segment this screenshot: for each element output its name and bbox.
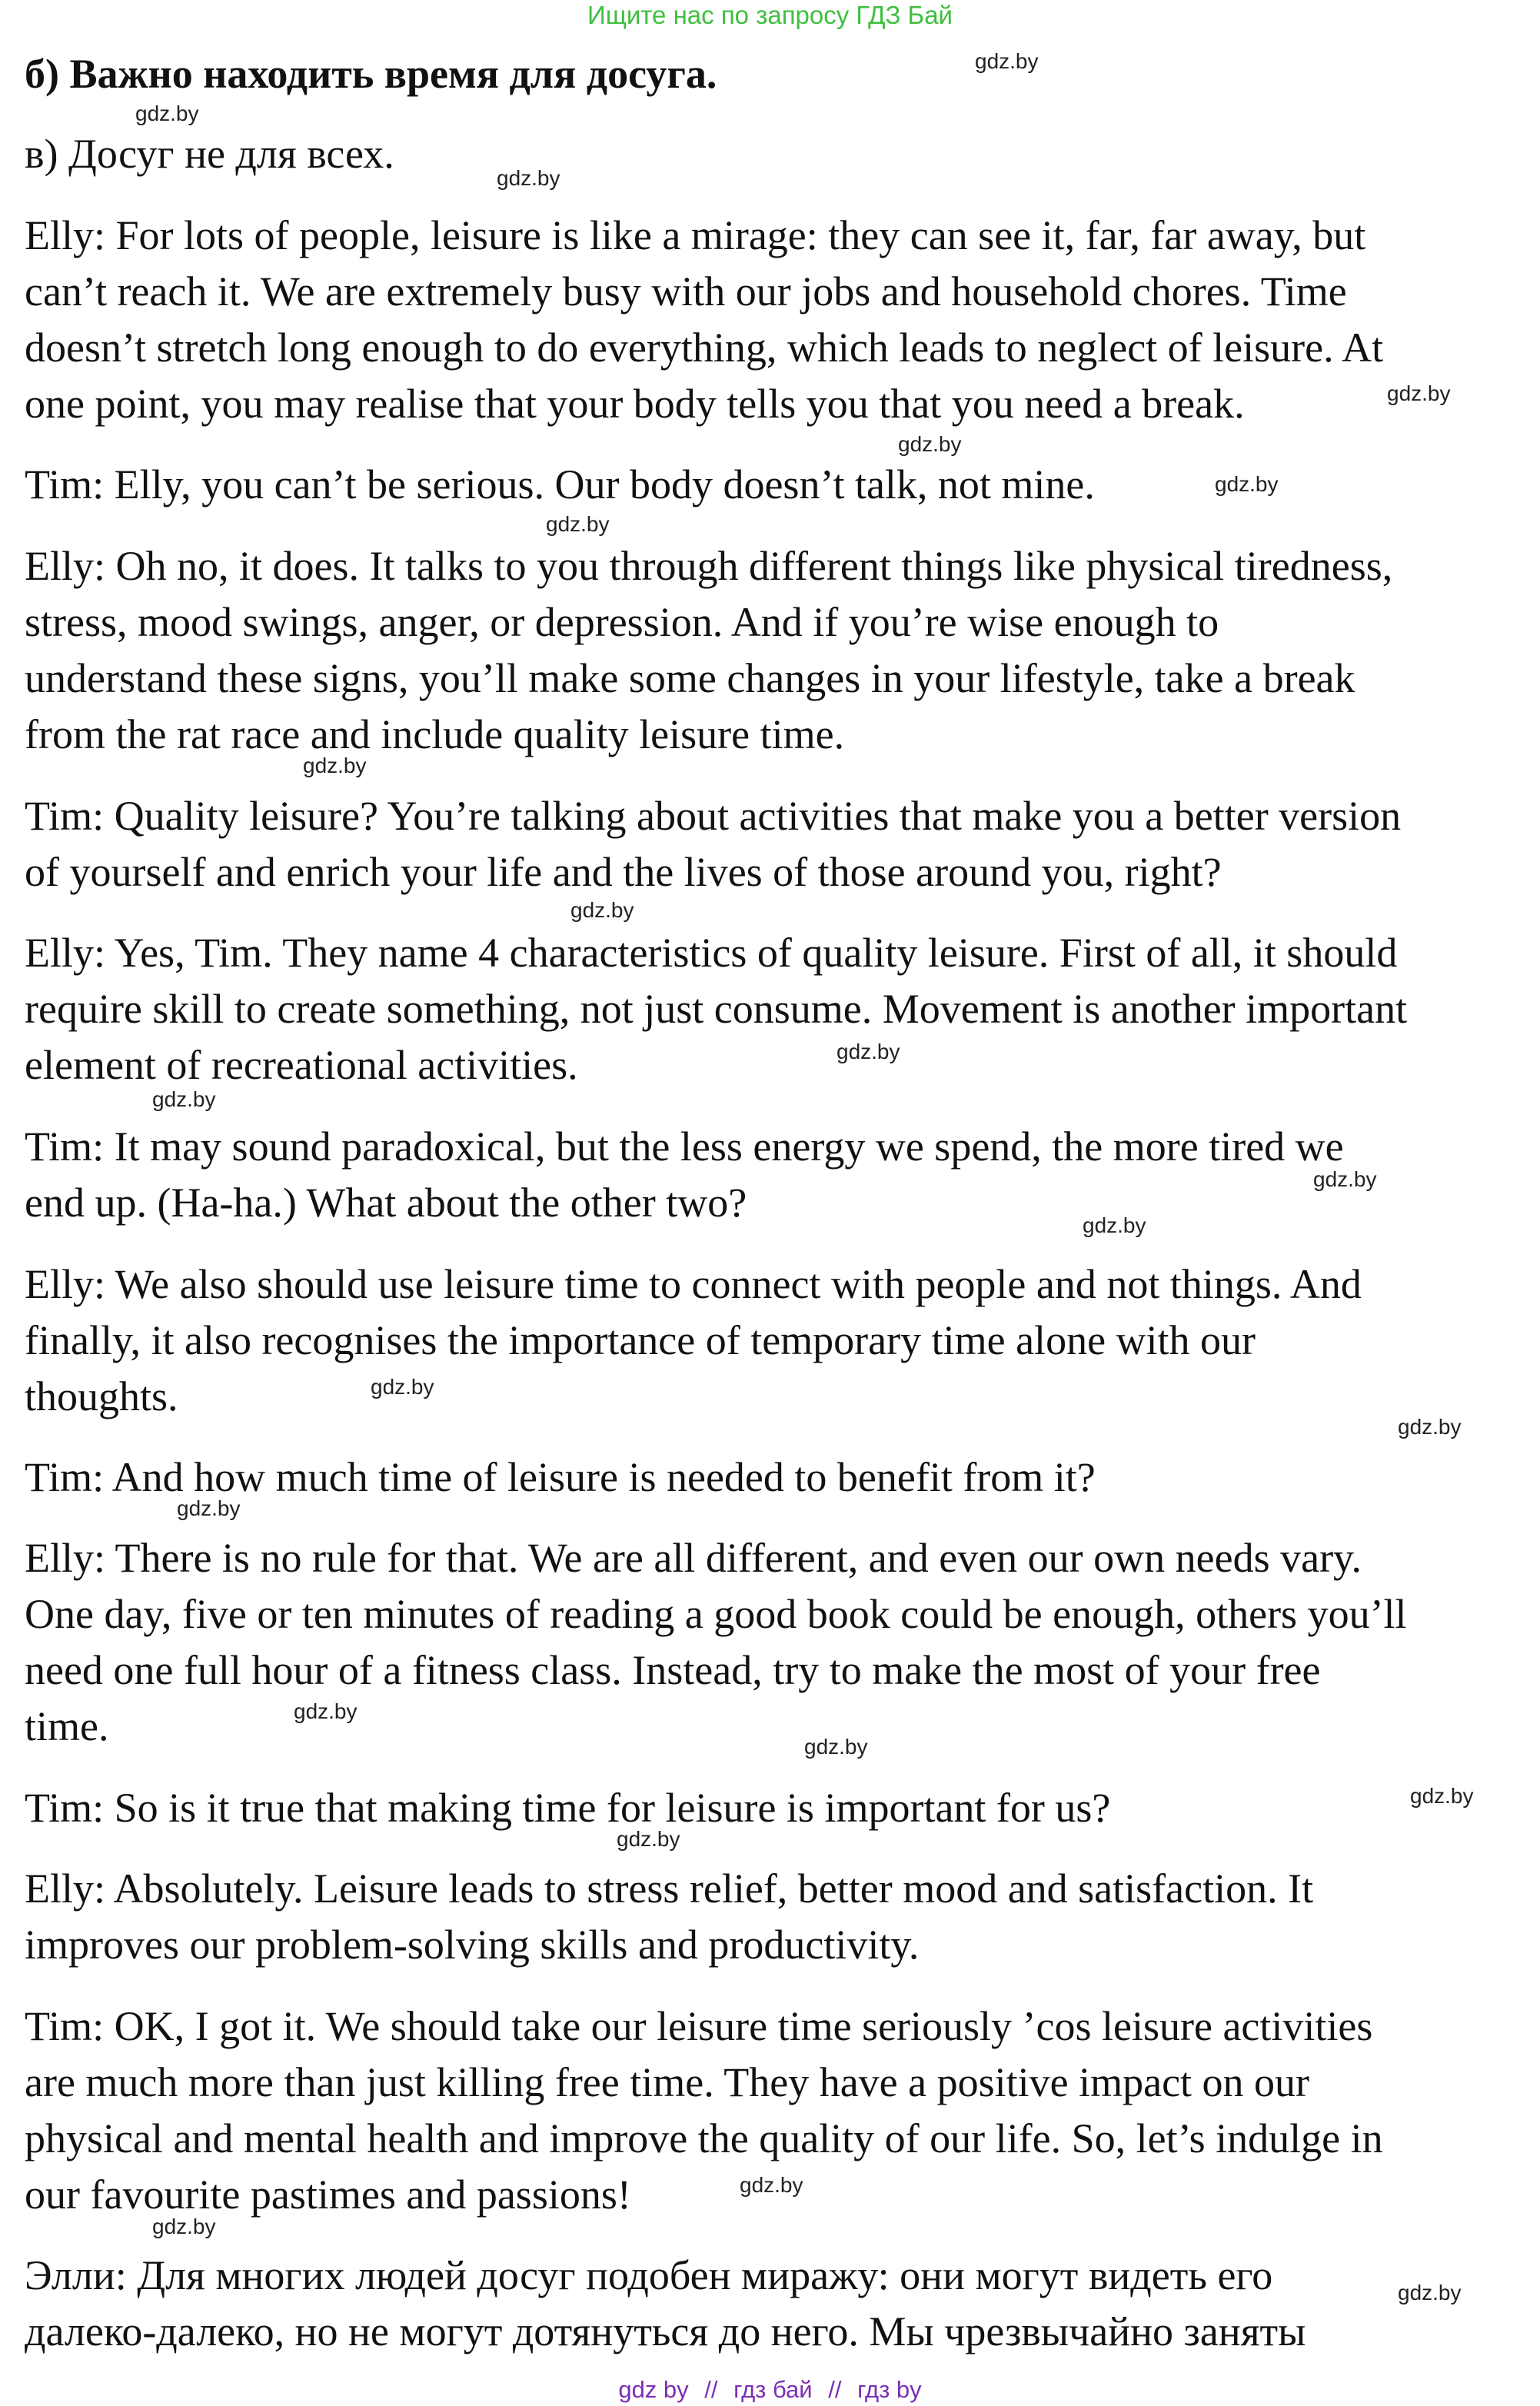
dialogue-line: our favourite pastimes and passions! [25, 2171, 631, 2218]
watermark: gdz.by [152, 2215, 216, 2238]
heading-b: б) Важно находить время для досуга. [25, 51, 717, 97]
dialogue-line: thoughts. [25, 1373, 178, 1419]
dialogue-line: Tim: It may sound paradoxical, but the less energy we spend, the more tired we [25, 1123, 1344, 1170]
dialogue-line: Elly: There is no rule for that. We are all different, and even our own needs vary. [25, 1535, 1362, 1581]
watermark: gdz.by [371, 1375, 434, 1399]
footer-separator: // [704, 2376, 718, 2403]
footer-links [0, 2374, 1540, 2405]
dialogue-line: improves our problem-solving skills and productivity. [25, 1922, 920, 1968]
watermark: gdz.by [570, 898, 634, 922]
dialogue-line: end up. (Ha-ha.) What about the other two? [25, 1180, 747, 1226]
dialogue-line: need one full hour of a fitness class. Instead, try to make the most of your free [25, 1647, 1321, 1693]
watermark: gdz.by [294, 1699, 358, 1723]
dialogue-line: Tim: OK, I got it. We should take our leisure time seriously ’cos leisure activities [25, 2003, 1373, 2049]
watermark: gdz.by [975, 49, 1039, 73]
watermark: gdz.by [898, 432, 962, 456]
footer-link-gdz-by-ru[interactable]: гдз by [857, 2376, 922, 2403]
watermark: gdz.by [1215, 472, 1279, 496]
dialogue-line: Элли: Для многих людей досуг подобен миражу: они могут видеть его [25, 2252, 1273, 2298]
dialogue-line: Tim: And how much time of leisure is needed to benefit from it? [25, 1454, 1096, 1500]
dialogue-line: element of recreational activities. [25, 1042, 578, 1088]
dialogue-line: can’t reach it. We are extremely busy with our jobs and household chores. Time [25, 268, 1347, 314]
dialogue-line: finally, it also recognises the importance of temporary time alone with our [25, 1317, 1256, 1363]
watermark: gdz.by [1083, 1213, 1146, 1237]
dialogue-line: require skill to create something, not just consume. Movement is another important [25, 986, 1408, 1032]
dialogue-line: Tim: Elly, you can’t be serious. Our body doesn’t talk, not mine. [25, 461, 1095, 507]
footer-separator: // [828, 2376, 842, 2403]
watermark: gdz.by [617, 1827, 680, 1851]
dialogue-line: doesn’t stretch long enough to do everything, which leads to neglect of leisure. At [25, 324, 1384, 371]
dialogue-line: physical and mental health and improve the quality of our life. So, let’s indulge in [25, 2115, 1383, 2161]
watermark: gdz.by [837, 1040, 900, 1063]
dialogue-line: Elly: Absolutely. Leisure leads to stress relief, better mood and satisfaction. It [25, 1865, 1314, 1912]
dialogue-line: One day, five or ten minutes of reading a good book could be enough, others you’ll [25, 1591, 1407, 1637]
dialogue-line: далеко-далеко, но не могут дотянуться до него. Мы чрезвычайно заняты [25, 2308, 1306, 2354]
watermark: gdz.by [303, 754, 367, 777]
top-search-link[interactable]: Ищите нас по запросу ГДЗ Бай [587, 1, 953, 29]
watermark: gdz.by [804, 1735, 868, 1759]
watermark: gdz.by [1387, 381, 1451, 405]
dialogue-line: Tim: Quality leisure? You’re talking about activities that make you a better version [25, 793, 1402, 839]
dialogue-line: Elly: We also should use leisure time to connect with people and not things. And [25, 1261, 1362, 1307]
dialogue-line: stress, mood swings, anger, or depression. And if you’re wise enough to [25, 599, 1219, 645]
watermark: gdz.by [740, 2173, 803, 2197]
dialogue-line: time. [25, 1703, 109, 1749]
watermark: gdz.by [152, 1087, 216, 1111]
footer-link-gdz-by[interactable]: gdz by [618, 2376, 689, 2403]
dialogue-line: of yourself and enrich your life and the lives of those around you, right? [25, 849, 1222, 895]
dialogue-line: Elly: Oh no, it does. It talks to you through different things like physical tiredness, [25, 543, 1393, 589]
watermark: gdz.by [135, 101, 199, 125]
footer-link-gdz-bai[interactable]: гдз бай [733, 2376, 813, 2403]
watermark: gdz.by [1313, 1167, 1377, 1191]
dialogue-line: Elly: For lots of people, leisure is like a mirage: they can see it, far, far away, but [25, 212, 1366, 258]
heading-v: в) Досуг не для всех. [25, 131, 394, 177]
dialogue-line: one point, you may realise that your body tells you that you need a break. [25, 381, 1245, 427]
dialogue-line: are much more than just killing free time. They have a positive impact on our [25, 2059, 1310, 2105]
dialogue-line: Tim: So is it true that making time for leisure is important for us? [25, 1785, 1111, 1831]
watermark: gdz.by [1398, 2281, 1462, 2305]
watermark: gdz.by [1398, 1415, 1462, 1439]
dialogue-line: Elly: Yes, Tim. They name 4 characteristics of quality leisure. First of all, it should [25, 930, 1398, 976]
watermark: gdz.by [1410, 1784, 1474, 1808]
dialogue-line: understand these signs, you’ll make some changes in your lifestyle, take a break [25, 655, 1355, 701]
watermark: gdz.by [497, 166, 560, 190]
dialogue-line: from the rat race and include quality leisure time. [25, 711, 845, 757]
watermark: gdz.by [546, 512, 610, 536]
watermark: gdz.by [177, 1496, 241, 1520]
